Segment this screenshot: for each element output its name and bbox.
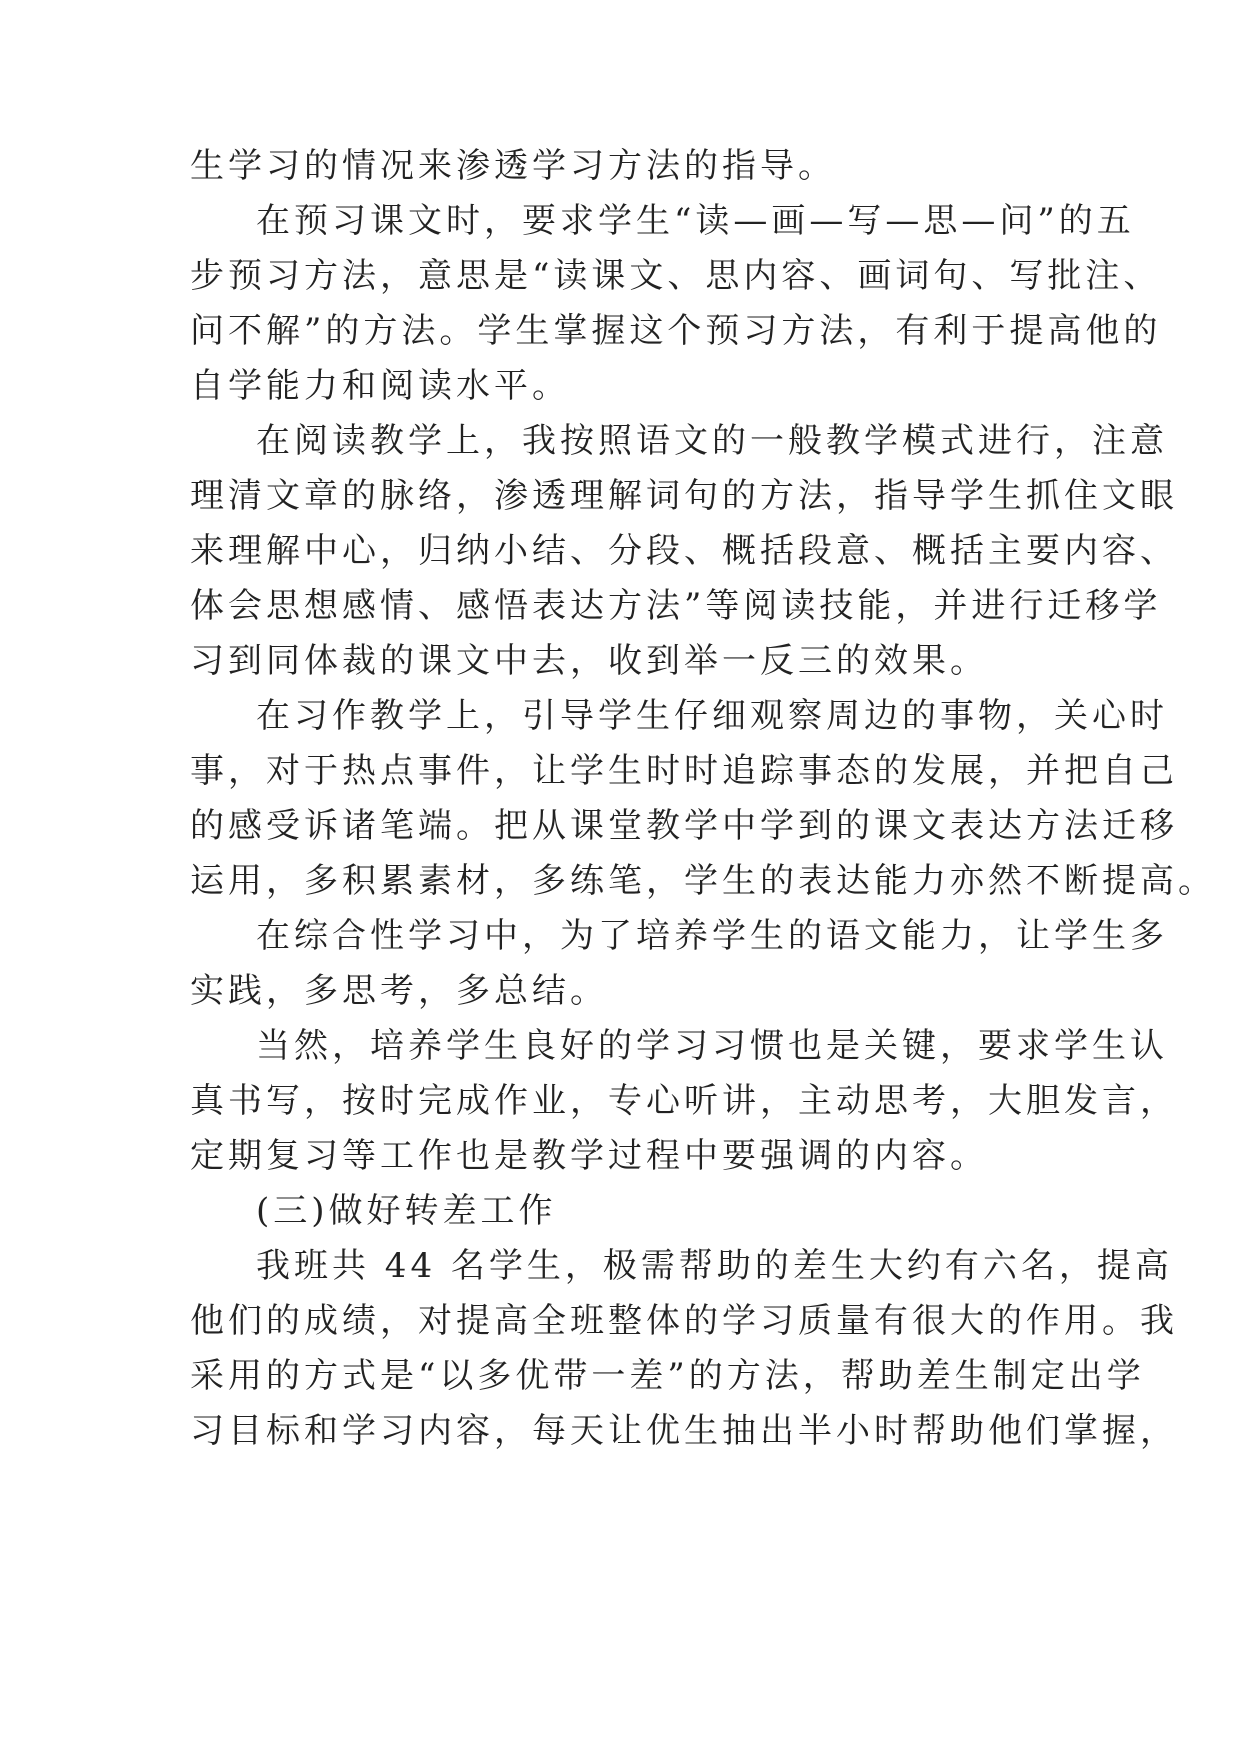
text-line: 在习作教学上，引导学生仔细观察周边的事物，关心时 [256, 696, 1168, 736]
text-line: 步预习方法，意思是“读课文、思内容、画词句、写批注、 [190, 256, 1162, 296]
text-line: 定期复习等工作也是教学过程中要强调的内容。 [190, 1136, 988, 1176]
text-line: 问不解”的方法。学生掌握这个预习方法，有利于提高他的 [190, 311, 1162, 351]
section-heading: (三)做好转差工作 [256, 1191, 557, 1231]
text-line: 他们的成绩，对提高全班整体的学习质量有很大的作用。我 [190, 1301, 1178, 1341]
text-line: 在预习课文时，要求学生“读—画—写—思—问”的五 [256, 201, 1135, 241]
text-line: 体会思想感情、感悟表达方法”等阅读技能，并进行迁移学 [190, 586, 1162, 626]
text-line: 真书写，按时完成作业，专心听讲，主动思考，大胆发言， [190, 1081, 1178, 1121]
text-line: 习目标和学习内容，每天让优生抽出半小时帮助他们掌握， [190, 1411, 1178, 1451]
text-line: 实践，多思考，多总结。 [190, 971, 608, 1011]
text-line: 来理解中心，归纳小结、分段、概括段意、概括主要内容、 [190, 531, 1178, 571]
text-line: 习到同体裁的课文中去，收到举一反三的效果。 [190, 641, 988, 681]
text-line: 理清文章的脉络，渗透理解词句的方法，指导学生抓住文眼 [190, 476, 1178, 516]
text-line: 生学习的情况来渗透学习方法的指导。 [190, 146, 836, 186]
text-line: 当然，培养学生良好的学习习惯也是关键，要求学生认 [256, 1026, 1168, 1066]
text-line: 在阅读教学上，我按照语文的一般教学模式进行，注意 [256, 421, 1168, 461]
text-line: 在综合性学习中，为了培养学生的语文能力，让学生多 [256, 916, 1168, 956]
text-line: 的感受诉诸笔端。把从课堂教学中学到的课文表达方法迁移 [190, 806, 1178, 846]
text-line: 采用的方式是“以多优带一差”的方法，帮助差生制定出学 [190, 1356, 1145, 1396]
text-line: 我班共 44 名学生，极需帮助的差生大约有六名，提高 [256, 1246, 1173, 1286]
text-line: 运用，多积累素材，多练笔，学生的表达能力亦然不断提高。 [190, 861, 1216, 901]
text-line: 自学能力和阅读水平。 [190, 366, 570, 406]
text-line: 事，对于热点事件，让学生时时追踪事态的发展，并把自己 [190, 751, 1178, 791]
